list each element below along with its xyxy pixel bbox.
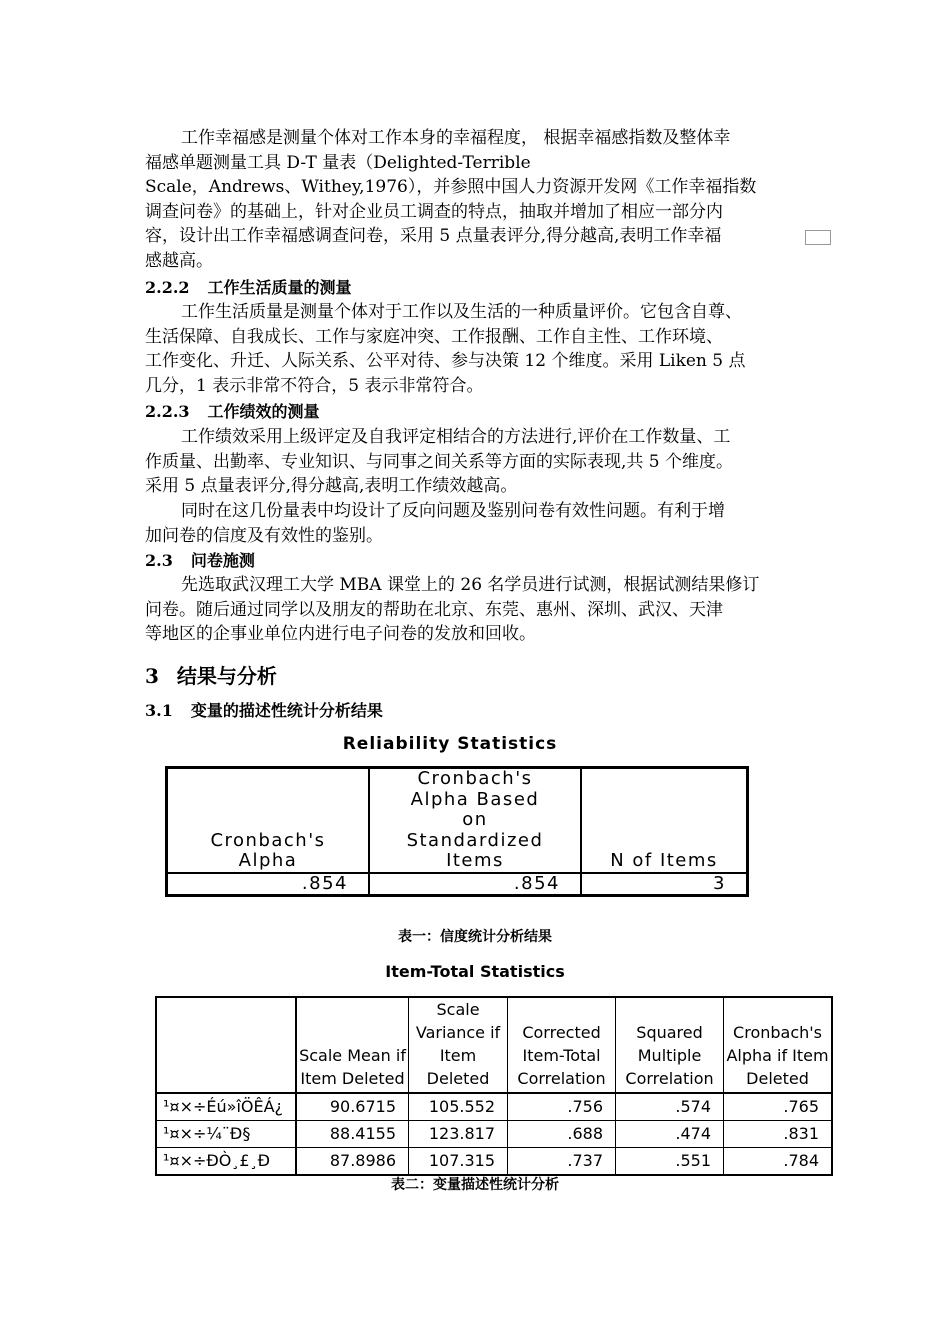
table-row — [167, 873, 748, 896]
table-header-row — [156, 997, 832, 1093]
text-line: 作质量、出勤率、专业知识、与同事之间关系等方面的实际表现,共 5 个维度。 — [145, 451, 734, 472]
paragraph-reverse-items — [145, 499, 805, 548]
text-line: 采用 5 点量表评分,得分越高,表明工作绩效越高。 — [145, 476, 518, 497]
table-cell: 88.4155 — [296, 1121, 409, 1148]
section-heading-3: 3 结果与分析 — [145, 664, 277, 688]
row-label: ¹¤×÷¼¨Ð§ — [156, 1121, 296, 1148]
table-cell: .474 — [616, 1121, 724, 1148]
comment-marker[interactable] — [805, 230, 831, 245]
section-heading-2-2-2: 2.2.2 工作生活质量的测量 — [145, 278, 352, 297]
table-cell: .737 — [508, 1148, 616, 1176]
table-cell: 107.315 — [409, 1148, 508, 1176]
section-heading-3-1: 3.1 变量的描述性统计分析结果 — [145, 701, 383, 720]
text-line: Scale，Andrews、Withey,1976），并参照中国人力资源开发网《工作幸福指数 — [145, 177, 757, 198]
table-cell: .756 — [508, 1093, 616, 1121]
paragraph-survey-administration — [145, 573, 805, 647]
text-line: 工作绩效采用上级评定及自我评定相结合的方法进行,评价在工作数量、工 — [181, 427, 731, 447]
section-heading-2-2-3: 2.2.3 工作绩效的测量 — [145, 402, 320, 421]
table-cell: .854 — [369, 873, 581, 896]
column-header: Scale Mean if Item Deleted — [296, 997, 409, 1093]
text-line: 调查问卷》的基础上，针对企业员工调查的特点，抽取并增加了相应一部分内 — [145, 201, 723, 222]
table-caption-1: 表一：信度统计分析结果 — [398, 929, 552, 945]
table-cell: .551 — [616, 1148, 724, 1176]
table-header-row — [167, 768, 748, 873]
paragraph-work-performance — [145, 425, 805, 499]
text-line: 问卷。随后通过同学以及朋友的帮助在北京、东莞、惠州、深圳、武汉、天津 — [145, 599, 723, 620]
item-total-table-title: Item-Total Statistics — [385, 962, 565, 981]
table-cell: .831 — [724, 1121, 833, 1148]
column-header: Corrected Item-Total Correlation — [508, 997, 616, 1093]
table-row — [156, 1121, 832, 1148]
column-header: N of Items — [610, 850, 718, 871]
table-cell: .688 — [508, 1121, 616, 1148]
table-cell: .765 — [724, 1093, 833, 1121]
text-line: 工作变化、升迁、人际关系、公平对待、参与决策 12 个维度。采用 Liken 5 点 — [145, 351, 746, 372]
text-line: 等地区的企事业单位内进行电子问卷的发放和回收。 — [145, 624, 536, 645]
text-line: 同时在这几份量表中均设计了反向问题及鉴别问卷有效性问题。有利于增 — [181, 501, 725, 521]
text-line: 容，设计出工作幸福感调查问卷，采用 5 点量表评分,得分越高,表明工作幸福 — [145, 226, 722, 247]
table-cell: .854 — [167, 873, 370, 896]
text-line: 感越高。 — [145, 250, 213, 271]
row-label: ¹¤×÷Éú»îÖÊÁ¿ — [156, 1093, 296, 1121]
table-caption-2: 表二：变量描述性统计分析 — [391, 1177, 559, 1193]
column-header: Cronbach's Alpha if Item Deleted — [724, 997, 833, 1093]
text-line: 工作幸福感是测量个体对工作本身的幸福程度， 根据幸福感指数及整体幸 — [181, 128, 731, 148]
table-cell: 123.817 — [409, 1121, 508, 1148]
section-heading-2-3: 2.3 问卷施测 — [145, 551, 255, 570]
table-cell: .784 — [724, 1148, 833, 1176]
column-header: Scale Variance if Item Deleted — [409, 997, 508, 1093]
column-header: Cronbach's Alpha — [167, 768, 370, 873]
row-label: ¹¤×÷ÐÒ¸£¸Ð — [156, 1148, 296, 1176]
table-cell: 3 — [581, 873, 748, 896]
column-header — [156, 997, 296, 1093]
paragraph-quality-of-work-life — [145, 300, 805, 398]
table-cell: .574 — [616, 1093, 724, 1121]
text-line: 工作生活质量是测量个体对于工作以及生活的一种质量评价。它包含自尊、 — [181, 302, 742, 322]
text-line: 加问卷的信度及有效性的鉴别。 — [145, 525, 383, 546]
paragraph-work-happiness — [145, 126, 805, 274]
table-cell: 90.6715 — [296, 1093, 409, 1121]
table-cell: 87.8986 — [296, 1148, 409, 1176]
reliability-statistics-table — [165, 766, 749, 897]
text-line: 福感单题测量工具 D-T 量表（Delighted-Terrible — [145, 152, 531, 173]
item-total-statistics-table — [155, 996, 833, 1176]
text-line: 生活保障、自我成长、工作与家庭冲突、工作报酬、工作自主性、工作环境、 — [145, 326, 723, 347]
column-header: Squared Multiple Correlation — [616, 997, 724, 1093]
reliability-table-title: Reliability Statistics — [342, 734, 558, 754]
text-line: 先选取武汉理工大学 MBA 课堂上的 26 名学员进行试测，根据试测结果修订 — [181, 575, 760, 595]
table-cell: 105.552 — [409, 1093, 508, 1121]
column-header: Cronbach's Alpha Based on Standardized Items — [369, 768, 581, 873]
table-row — [156, 1148, 832, 1176]
text-line: 几分，1 表示非常不符合，5 表示非常符合。 — [145, 375, 484, 396]
table-row — [156, 1093, 832, 1121]
